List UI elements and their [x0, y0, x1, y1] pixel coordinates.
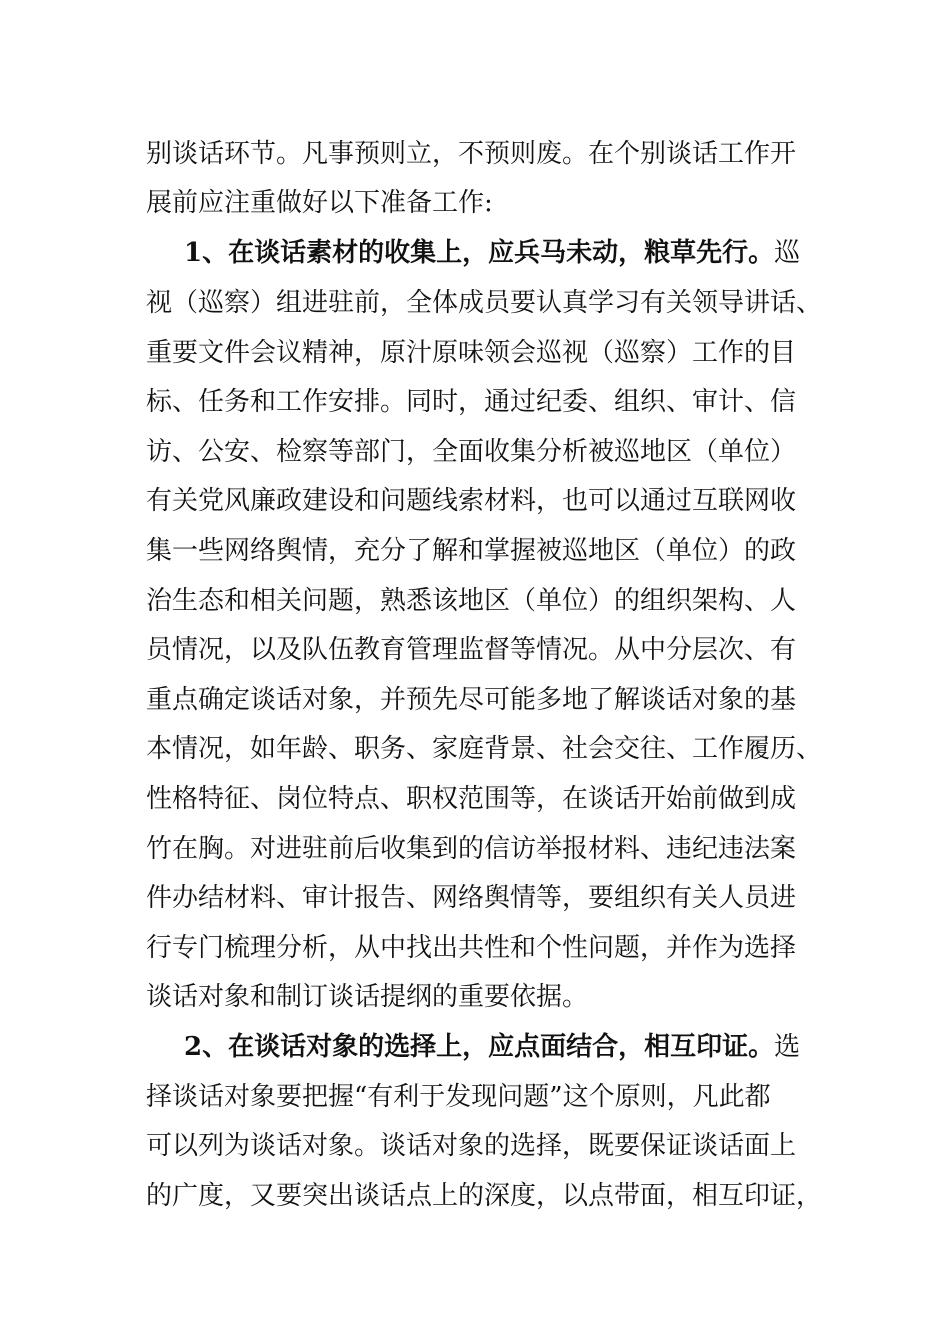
line-text: 择谈话对象要把握“有利于发现问题”这个原则，凡此都: [146, 1082, 771, 1112]
line-text: 标、任务和工作安排。同时，通过纪委、组织、审计、信: [146, 387, 797, 417]
line-text: 集一些网络舆情，充分了解和掌握被巡地区（单位）的政: [146, 536, 797, 566]
text-line: [146, 834, 796, 864]
line-text: 重点确定谈话对象，并预先尽可能多地了解谈话对象的基: [146, 685, 797, 715]
line-text: 行专门梳理分析，从中找出共性和个性问题，并作为选择: [146, 933, 797, 963]
line-text: 有关党风廉政建设和问题线索材料，也可以通过互联网收: [146, 486, 797, 516]
line-text: 可以列为谈话对象。谈话对象的选择，既要保证谈话面上: [146, 1131, 797, 1161]
line-text: 件办结材料、审计报告、网络舆情等，要组织有关人员进: [146, 883, 797, 913]
line-text: 视（巡察）组进驻前，全体成员要认真学习有关领导讲话、: [146, 288, 823, 318]
text-line: [146, 586, 796, 616]
text-line: [146, 188, 493, 218]
line-text: 展前应注重做好以下准备工作:: [146, 188, 493, 218]
paragraph-1-heading: 1、在谈话素材的收集上，应兵马未动，粮草先行。: [184, 238, 775, 268]
line-text: 选: [774, 1032, 801, 1062]
text-line: [146, 933, 796, 963]
text-line: [146, 486, 796, 516]
text-line: [146, 982, 588, 1012]
text-line: [146, 635, 796, 665]
text-line: [146, 784, 796, 814]
text-line: [146, 139, 796, 169]
text-line: [146, 1181, 822, 1211]
text-line: [146, 387, 796, 417]
line-text: 性格特征、岗位特点、职权范围等，在谈话开始前做到成: [146, 784, 797, 814]
line-text: 谈话对象和制订谈话提纲的重要依据。: [146, 982, 589, 1012]
text-line: [146, 685, 796, 715]
line-text: 别谈话环节。凡事预则立，不预则废。在个别谈话工作开: [146, 139, 797, 169]
text-line: [146, 437, 796, 467]
line-text: 本情况，如年龄、职务、家庭背景、社会交往、工作履历、: [146, 734, 823, 764]
text-line: [146, 1131, 796, 1161]
paragraph-1-heading-line: [184, 238, 800, 268]
text-line: [146, 734, 822, 764]
text-line: [146, 883, 796, 913]
paragraph-2-heading: 2、在谈话对象的选择上，应点面结合，相互印证。: [184, 1032, 775, 1062]
line-text: 重要文件会议精神，原汁原味领会巡视（巡察）工作的目: [146, 338, 797, 368]
text-line: [146, 1082, 771, 1112]
text-line: [146, 288, 822, 318]
paragraph-2-heading-line: [184, 1032, 800, 1062]
text-line: [146, 338, 796, 368]
line-text: 访、公安、检察等部门，全面收集分析被巡地区（单位）: [146, 437, 797, 467]
line-text: 竹在胸。对进驻前后收集到的信访举报材料、违纪违法案: [146, 834, 797, 864]
line-text: 员情况，以及队伍教育管理监督等情况。从中分层次、有: [146, 635, 797, 665]
line-text: 的广度，又要突出谈话点上的深度，以点带面，相互印证，: [146, 1181, 823, 1211]
line-text: 巡: [774, 238, 801, 268]
text-line: [146, 536, 796, 566]
line-text: 治生态和相关问题，熟悉该地区（单位）的组织架构、人: [146, 586, 797, 616]
